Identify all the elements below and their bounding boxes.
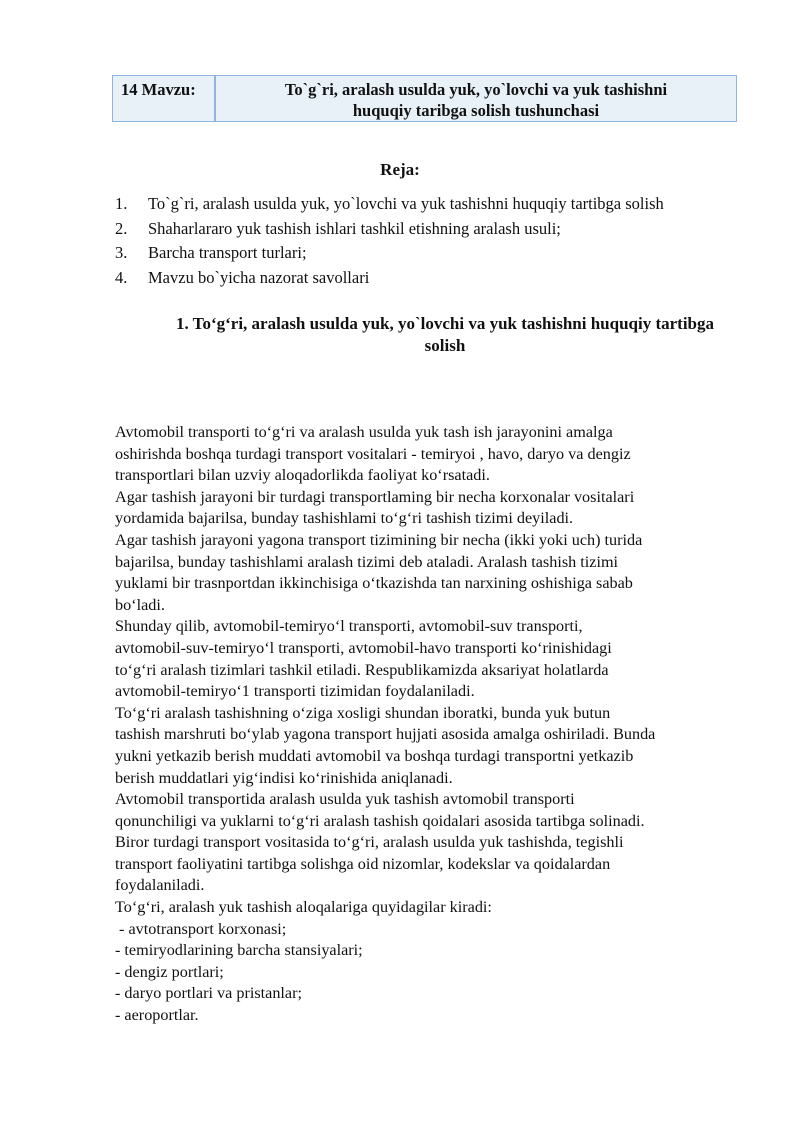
body-line: to‘g‘ri aralash tizimlari tashkil etiladi. Respublikamizda aksariyat holatlarda xyxy=(115,660,609,679)
body-line: foydalaniladi. xyxy=(115,876,205,895)
plan-heading: Reja: xyxy=(380,160,420,179)
body-line: berish muddatlari yig‘indisi ko‘rinishida aniqlanadi. xyxy=(115,768,453,787)
body-line: avtomobil-suv-temiryo‘l transporti, avtomobil-havo transporti ko‘rinishidagi xyxy=(115,638,612,657)
plan-item-text: Mavzu bo`yicha nazorat savollari xyxy=(148,267,370,287)
plan-item-number: 3. xyxy=(115,243,128,262)
body-line: transport faoliyatini tartibga solishga oid nizomlar, kodekslar va qoidalardan xyxy=(115,854,611,873)
section-heading xyxy=(140,313,750,357)
body-line: Biror turdagi transport vositasida to‘g‘ri, aralash usulda yuk tashishda, tegishli xyxy=(115,833,624,852)
plan-item-number: 4. xyxy=(115,267,128,287)
plan-item-text: Shaharlararo yuk tashish ishlari tashkil etishning aralash usuli; xyxy=(148,218,561,238)
topic-title-line: To`g`ri, aralash usulda yuk, yo`lovchi va yuk tashishni xyxy=(284,80,668,99)
topic-title-line: huquqiy taribga solish tushunchasi xyxy=(352,101,600,120)
body-line: Agar tashish jarayoni yagona transport tizimining bir necha (ikki yoki uch) turida xyxy=(115,530,643,549)
body-line: - daryo portlari va pristanlar; xyxy=(115,984,302,1003)
body-line: - avtotransport korxonasi; xyxy=(115,919,287,938)
body-line: Avtomobil transporti to‘g‘ri va aralash usulda yuk tash ish jarayonini amalga xyxy=(115,423,613,441)
body-line: avtomobil-temiryo‘1 transporti tizimidan foydalaniladi. xyxy=(115,682,475,701)
topic-title xyxy=(216,76,736,121)
body-line: oshirishda boshqa turdagi transport vositalari - temiryoi , havo, daryo va dengiz xyxy=(115,444,631,463)
body-line: yukni yetkazib berish muddati avtomobil va boshqa turdagi transportni yetkazib xyxy=(115,746,634,765)
body-line: - dengiz portlari; xyxy=(115,962,224,981)
body-line: transportlari bilan uzviy aloqadorlikda faoliyat ko‘rsatadi. xyxy=(115,466,490,485)
body-line: To‘g‘ri, aralash yuk tashish aloqalariga quyidagilar kiradi: xyxy=(115,898,492,917)
body-line: qonunchiligi va yuklarni to‘g‘ri aralash tashish qoidalari asosida tartibga solinadi. xyxy=(115,811,645,830)
plan-list xyxy=(115,192,664,290)
topic-number: 14 Mavzu: xyxy=(113,76,216,121)
body-line: - aeroportlar. xyxy=(115,1006,199,1025)
plan-item-text: Barcha transport turlari; xyxy=(148,243,307,262)
body-line: To‘g‘ri aralash tashishning o‘ziga xosligi shundan iboratki, bunda yuk butun xyxy=(115,703,611,722)
topic-header-table xyxy=(112,75,737,122)
section-heading-line: solish xyxy=(424,336,466,355)
body-line: yuklami bir trasnportdan ikkinchisiga o‘tkazishda tan narxining oshishiga sabab xyxy=(115,574,633,593)
plan-item-number: 1. xyxy=(115,194,128,213)
body-line: yordamida bajarilsa, bunday tashishlami to‘g‘ri tashish tizimi deyiladi. xyxy=(115,509,574,528)
body-line: tashish marshruti bo‘ylab yagona transport hujjati asosida amalga oshiriladi. Bunda xyxy=(115,725,656,744)
section-heading-line: 1. To‘g‘ri, aralash usulda yuk, yo`lovchi va yuk tashishni huquqiy tartibga xyxy=(175,314,715,333)
body-line: bo‘ladi. xyxy=(115,595,165,614)
body-line: Agar tashish jarayoni bir turdagi transportlaming bir necha korxonalar vositalari xyxy=(115,487,635,506)
plan-item xyxy=(115,266,664,291)
plan-item xyxy=(115,192,664,217)
plan-item xyxy=(115,241,664,266)
body-line: Shunday qilib, avtomobil-temiryo‘l transporti, avtomobil-suv transporti, xyxy=(115,617,583,636)
body-text xyxy=(115,422,755,1027)
plan-item-number: 2. xyxy=(115,218,128,238)
body-line: Avtomobil transportida aralash usulda yuk tashish avtomobil transporti xyxy=(115,790,575,809)
body-line: - temiryodlarining barcha stansiyalari; xyxy=(115,941,363,960)
plan-item-text: To`g`ri, aralash usulda yuk, yo`lovchi va yuk tashishni huquqiy tartibga solish xyxy=(148,194,664,213)
plan-item xyxy=(115,217,664,242)
body-line: bajarilsa, bunday tashishlami aralash tizimi deb ataladi. Aralash tashish tizimi xyxy=(115,552,619,571)
